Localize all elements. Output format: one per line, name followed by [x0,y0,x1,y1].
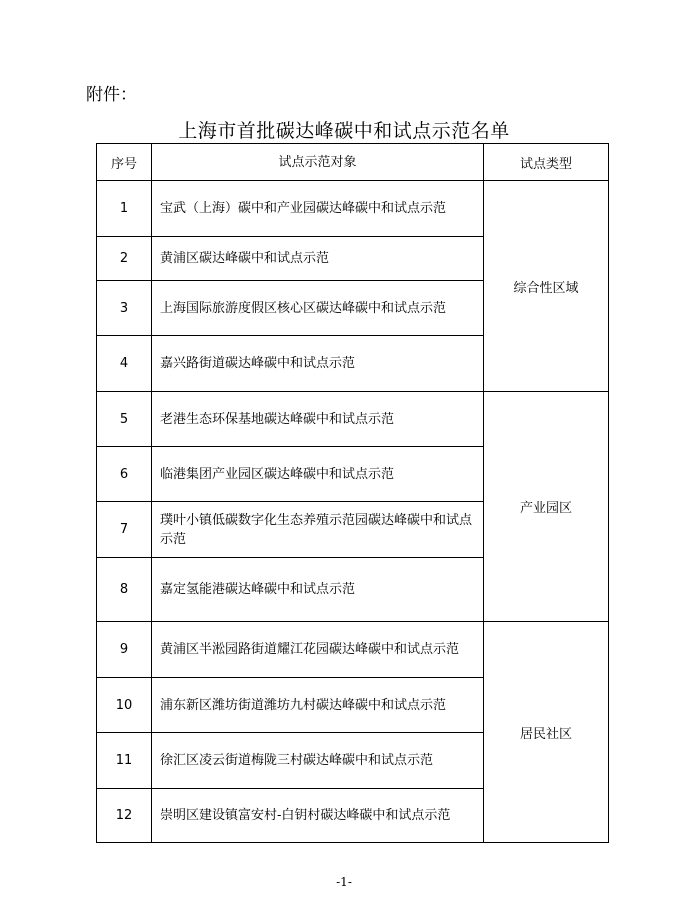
row-number: 7 [97,502,152,558]
row-number: 11 [97,733,152,789]
row-number: 6 [97,447,152,502]
row-object: 嘉兴路街道碳达峰碳中和试点示范 [152,336,484,392]
row-object: 徐汇区凌云街道梅陇三村碳达峰碳中和试点示范 [152,733,484,789]
table-row [97,181,609,237]
row-number: 1 [97,181,152,237]
page-number: -1- [336,875,352,889]
row-number: 9 [97,622,152,678]
row-object: 临港集团产业园区碳达峰碳中和试点示范 [152,447,484,502]
row-object: 璞叶小镇低碳数字化生态养殖示范园碳达峰碳中和试点示范 [152,502,484,558]
row-number: 4 [97,336,152,392]
row-number: 10 [97,678,152,733]
table-header-row [97,144,609,181]
row-object: 老港生态环保基地碳达峰碳中和试点示范 [152,392,484,447]
row-object: 崇明区建设镇富安村-白钥村碳达峰碳中和试点示范 [152,789,484,843]
row-number: 2 [97,237,152,281]
row-number: 3 [97,281,152,336]
row-object: 浦东新区潍坊街道潍坊九村碳达峰碳中和试点示范 [152,678,484,733]
row-object: 宝武（上海）碳中和产业园碳达峰碳中和试点示范 [152,181,484,237]
attachment-label: 附件： [86,85,137,105]
pilot-list-table [96,143,609,843]
table-row [97,392,609,447]
type-cell: 居民社区 [484,622,609,843]
row-object: 嘉定氢能港碳达峰碳中和试点示范 [152,558,484,622]
row-object: 上海国际旅游度假区核心区碳达峰碳中和试点示范 [152,281,484,336]
row-number: 8 [97,558,152,622]
row-object: 黄浦区碳达峰碳中和试点示范 [152,237,484,281]
row-number: 12 [97,789,152,843]
table-row [97,622,609,678]
document-title: 上海市首批碳达峰碳中和试点示范名单 [178,120,510,142]
header-type: 试点类型 [484,144,609,181]
header-no: 序号 [97,144,152,181]
type-cell: 产业园区 [484,392,609,622]
type-cell: 综合性区域 [484,181,609,392]
row-number: 5 [97,392,152,447]
header-object: 试点示范对象 [152,144,484,181]
row-object: 黄浦区半淞园路街道耀江花园碳达峰碳中和试点示范 [152,622,484,678]
